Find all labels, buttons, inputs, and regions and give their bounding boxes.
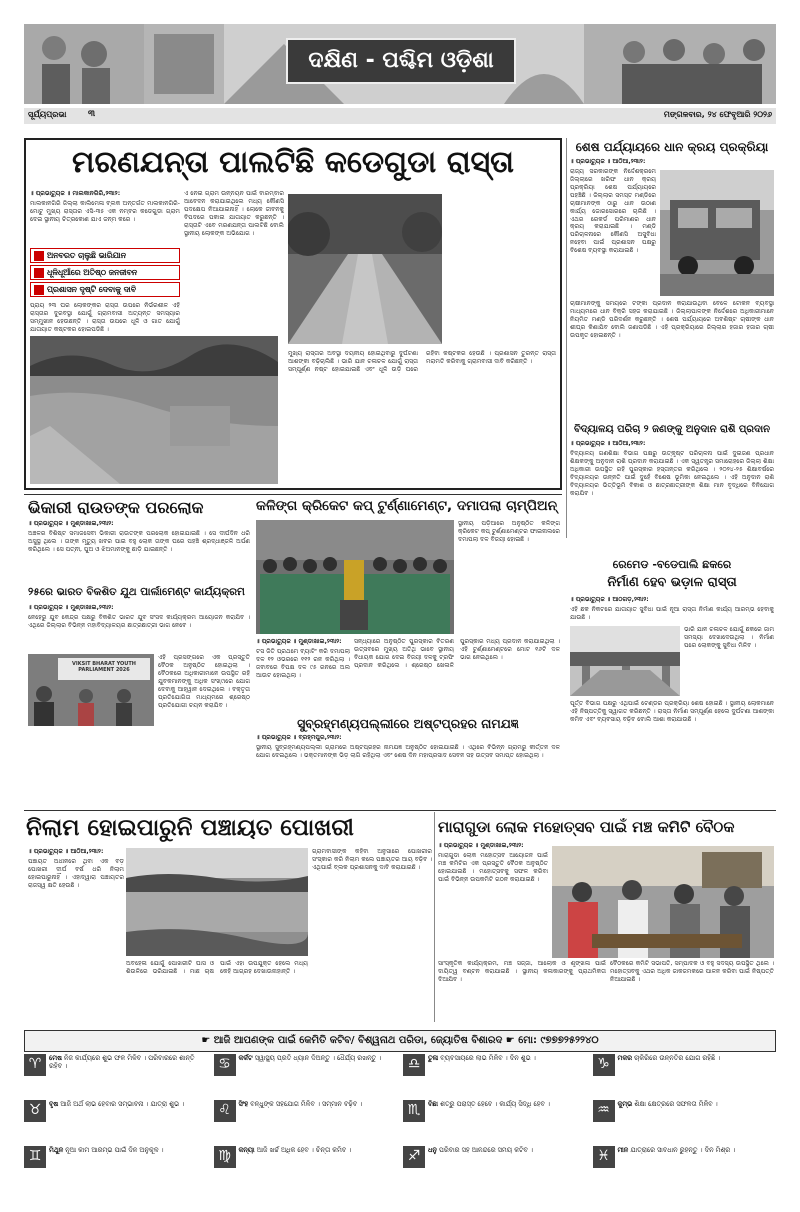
cricket-body-3: ସନ୍ଧ୍ୟାରେ ଅନୁଷ୍ଠିତ ପୁରସ୍କାର ବିତରଣ ଉତ୍ସବରେ ମୁଖ୍ୟ ଅତିଥି ଭାବେ ସ୍ଥାନୀୟ ବିଧାୟକ ଯୋଗ ଦେଇ ବିଜୟୀ ଦଳକୁ ଟ୍ରଫି ପ୍ରଦାନ କରିଥିଲେ । ଶ୍ରେଷ୍ଠ ଖେଳାଳି ପୁରସ୍କାର ମଧ୍ୟ ପ୍ରଦାନ କରାଯାଇଥିଲା । ଏହି ଟୁର୍ଣ୍ଣାମେଣ୍ଟରେ ମୋଟ ୧୬ଟି ଦଳ ଭାଗ ନେଇଥିଲେ । [354,638,560,669]
masthead-title: ଦକ୍ଷିଣ - ପଶ୍ଚିମ ଓଡ଼ିଶା [308,47,494,73]
brand-name: ସୂର୍ଯ୍ୟପ୍ରଭା [28,110,67,119]
zodiac-icon: ♍ [214,1146,236,1168]
demise-headline: ଭିକାରୀ ରାଉତଙ୍କ ପରଲୋକ [28,498,204,517]
sign-name: ଧନୁ [428,1146,437,1154]
zodiac-icon: ♒ [593,1100,615,1122]
ashtaprahara-body: ସ୍ଥାନୀୟ ସୁବ୍ରହ୍ମଣ୍ୟପଲ୍ଲୀ ଗ୍ରାମରେ ଅଷ୍ଟପ୍ରହର ନାମଯଜ୍ଞ ଅନୁଷ୍ଠିତ ହୋଇଯାଇଛି । ଏଥିରେ ବିଭିନ୍ନ ଗ୍ରାମରୁ କୀର୍ତ୍ତନ ଦଳ ଯୋଗ ଦେଇଥିଲେ । ଭକ୍ତମାନଙ୍କ ଭିଡ଼ ଲାଗି ରହିଥିଲା ଏବଂ ଶେଷ ଦିନ ମହାପ୍ରସାଦ ସେବନ ସହ ଉତ୍ସବ ସମାପ୍ତ ହୋଇଥିଲା । [256,744,560,759]
road-headline-2: ନିର୍ମାଣ ହେବ ଭଡ଼ାଳ ରାସ୍ତା [607,575,737,590]
horoscope-text [618,1054,721,1062]
divider [24,810,776,811]
paddy-body: ରାଜ୍ୟ ସରକାରଙ୍କ ନିର୍ଦ୍ଦେଶକ୍ରମେ ଜିଲ୍ଲାରେ ଖରିଫ ଧାନ କ୍ରୟ ପ୍ରକ୍ରିୟା ଶେଷ ପର୍ଯ୍ୟାୟରେ ପହଞ୍ଚିଛି । ଜିଲ୍ଲାର ସମସ୍ତ ମଣ୍ଡିରେ ଚାଷୀମାନଙ୍କ ଠାରୁ ଧାନ ଉଠାଣ କାର୍ଯ୍ୟ ଜୋରସୋରରେ ଚାଲିଛି । ଏଥର ରେକର୍ଡ ପରିମାଣର ଧାନ କ୍ରୟ କରାଯାଇଛି । ମଣ୍ଡି ପରିଚାଳନାରେ କୌଣସି ଅସୁବିଧା ନହେବା ପାଇଁ ପ୍ରଶାସନ ପକ୍ଷରୁ ବିଶେଷ ବ୍ୟବସ୍ଥା କରାଯାଇଛି । [570,168,656,255]
youth-body-2: ଏହି ପ୍ରସଙ୍ଗରେ ଏକ ପ୍ରସ୍ତୁତି ବୈଠକ ଅନୁଷ୍ଠିତ ହୋଇଥିଲା । ବୈଠକରେ ଅଧିକାରୀମାନେ ଉପସ୍ଥିତ ରହି ଯୁବକମାନଙ୍କୁ ଅଧିକ ସଂଖ୍୯ାରେ ଯୋଗ ଦେବାକୁ ଆହ୍ୱାନ ଦେଇଥିଲେ । ବକ୍ତୃତା ପ୍ରତିଯୋଗିତା ମାଧ୍ୟମରେ ଶ୍ରେଷ୍ଠ ପ୍ରତିଯୋଗୀ ଚୟନ କରାଯିବ । [158,654,250,709]
sign-prediction: ଯାତ୍ରାରେ ସାବଧାନ ରୁହନ୍ତୁ । ଦିନ ମିଶ୍ର । [630,1146,736,1154]
zodiac-icon: ♏ [403,1100,425,1122]
youth-headline: ୨୫ରେ ଭାରତ ବିକଶିତ ଯୁଥ ପାର୍ଲାମେଣ୍ଟ କାର୍ଯ୍ୟକ୍ରମ [28,586,245,598]
lead-bullet [30,248,180,263]
horoscope-item [403,1100,587,1144]
sign-name: କୁମ୍ଭ [617,1100,633,1108]
sign-prediction: ବ୍ୟବସାୟରେ ଲାଭ ମିଳିବ । ଦିନ ଶୁଭ । [440,1054,536,1062]
bullet-marker [34,251,44,261]
pond-dateline: ॥ ପ୍ରଭାତ୍ୟୁଜ ॥ ଆଠିଆ,୨୩ା୨: [28,848,104,855]
sign-prediction: ଆଜି ଅର୍ଥ ଲାଭ ହେବାର ସମ୍ଭାବନା । ଯାତ୍ରା ଶୁଭ । [60,1100,185,1108]
horoscope-item [403,1146,587,1190]
horoscope-grid [24,1054,776,1190]
paddy-dateline: ॥ ପ୍ରଭାତ୍ୟୁଜ ॥ ଆଠିଆ,୨୩ା୨: [570,158,646,165]
lead-photo-road [288,194,442,344]
horoscope-banner: ☛ ଆଜି ଆପଣଙ୍କ ପାଇଁ କେମିତି କଟିବ/ ବିଶ୍ୱନାଥ ପରିଡା, ଜ୍ୟୋତିଷ ବିଶାରଦ ☛ ମୋ: ୯୭୭୭୨୫୨୨୪୦ [24,1030,776,1052]
sign-name: ମୀନ [617,1146,629,1154]
youth-banner: VIKSIT BHARAT YOUTH PARLIAMENT 2026 [58,658,150,680]
pond-headline: ନିଲାମ ହୋଇପାରୁନି ପଞ୍ଚାୟତ ପୋଖରୀ [26,815,354,841]
cricket-dateline: ॥ ପ୍ରଭାତ୍ୟୁଜ ॥ ମୁଣ୍ଡାଖାଇ,୨୩ା୨: [256,638,342,645]
demise-dateline: ॥ ପ୍ରଭାତ୍ୟୁଜ ॥ ମୁଣ୍ଡାଖାଇ,୨୩ା୨: [28,520,114,527]
horoscope-text [239,1054,382,1062]
zodiac-icon: ♉ [24,1100,46,1122]
sign-prediction: ନିଜ କାର୍ଯ୍ୟରେ ଶୁଭ ଫଳ ମିଳିବ । ପରିବାରରେ ଶାନ୍ତି ରହିବ । [49,1054,195,1071]
sign-prediction: ଶତ୍ରୁ ପରାସ୍ତ ହେବେ । କାର୍ଯ୍ୟ ସିଦ୍ଧି ହେବ । [440,1100,550,1108]
issue-date: ମଙ୍ଗଳବାର, ୨୪ ଫେବୃଆରି ୨୦୨୬ [663,110,772,119]
lead-body-1: ମାଲକାନଗିରି ଜିଲ୍ଲା କାଲିମେଳା ବ୍ଲକ ଅନ୍ତର୍ଗତ ମାଲକାନଗିରି-ମୋଟୁ ମୁଖ୍ୟ ରାସ୍ତାର ଏସି-୩୫ ଏକ ନମ୍ବର କଡେଗୁଡା ଗ୍ରାମ ଦେଇ ସ୍ଥାନୀୟ ଚିତ୍ରକୋଣ ଯାଏ ଜନ୍ମ କରେ । [30,200,180,223]
zodiac-icon: ♎ [403,1054,425,1076]
festival-photo [552,846,774,958]
road-dateline: ॥ ପ୍ରଭାତ୍ୟୁଜ ॥ ଆଠଗଡ଼,୨୩ା୨: [570,596,649,603]
festival-headline: ମାରାଗୁଡା ଲୋକ ମହୋତ୍ସବ ପାଇଁ ମଞ୍ଚ କମିଟି ବୈଠକ [438,818,735,836]
lead-bullets [30,248,180,297]
lead-bullet-text: ଅନବରତ ଚାଲୁଛି ଭାରିଯାନ [47,250,126,260]
festival-body-1: ମାରାଗୁଡା ଲୋକ ମହୋତ୍ସବ ଆୟୋଜନ ପାଇଁ ମଞ୍ଚ କମିଟିର ଏକ ପ୍ରସ୍ତୁତି ବୈଠକ ଅନୁଷ୍ଠିତ ହୋଇଯାଇଛି । ମହୋତ୍ସବକୁ ସଫଳ କରିବା ପାଇଁ ବିଭିନ୍ନ ଉପକମିଟି ଗଠନ କରାଯାଇଛି । [438,852,548,883]
road-photo-bridge [570,626,680,696]
bullet-marker [34,285,44,295]
road-body-2: ଭାରି ଯାନ ଚଳାଚଳ ଯୋଗୁଁ ଛକରେ ଜାମ ସମସ୍ୟା ଦେଖାଦେଉଥିଲା । ନିର୍ମାଣ ପରେ ଲୋକଙ୍କୁ ସୁବିଧା ମିଳିବ । [684,626,774,649]
horoscope-item [593,1146,777,1190]
sign-name: ସିଂହ [238,1100,249,1108]
horoscope-text [618,1100,718,1108]
horoscope-item [214,1054,398,1098]
horoscope-item [24,1054,208,1098]
sign-prediction: ସ୍ୱାସ୍ଥ୍ୟ ପ୍ରତି ଧ୍ୟାନ ଦିଅନ୍ତୁ । ଧୈର୍ଯ୍ୟ ରଖନ୍ତୁ । [254,1054,382,1062]
sign-prediction: ପରିବାର ସହ ଆନନ୍ଦରେ ସମୟ କଟିବ । [438,1146,533,1154]
lead-bullet [30,265,180,280]
cricket-body-1: ସ୍ଥାନୀୟ ପଡ଼ିଆରେ ଅନୁଷ୍ଠିତ କଳିଙ୍ଗ କ୍ରିକେଟ କପ୍ ଟୁର୍ଣ୍ଣାମେଣ୍ଟର ଫାଇନାଲରେ ଦମାପଲା ଦଳ ବିଜୟୀ ହୋଇଛି । [458,520,560,543]
zodiac-icon: ♑ [593,1054,615,1076]
paddy-body-2: ଚାଷୀମାନଙ୍କୁ ସମୟରେ ଟଙ୍କା ପ୍ରଦାନ କରାଯାଉଥିବା ବେଳେ ଟୋକନ ବ୍ୟବସ୍ଥା ମାଧ୍ୟମରେ ଧାନ ବିକ୍ରି ସହଜ କରାଯାଇଛି । ଜିଲ୍ଲାପାଳଙ୍କ ନିର୍ଦ୍ଦେଶରେ ଅଧିକାରୀମାନେ ନିୟମିତ ମଣ୍ଡି ପରିଦର୍ଶନ କରୁଛନ୍ତି । ଶେଷ ପର୍ଯ୍ୟାୟରେ ଅବଶିଷ୍ଟ ଚାଷୀଙ୍କ ଧାନ ଶୀଘ୍ର କିଣାଯିବ ବୋଲି ଜଣାପଡିଛି । ଏହି ପ୍ରକ୍ରିୟାରେ ଜିଲ୍ଲାର ହଜାର ହଜାର ଚାଷୀ ଉପକୃତ ହୋଇଛନ୍ତି । [570,300,774,339]
lead-headline: ମରଣଯନ୍ତା ପାଲଟିଛି କଡେଗୁଡା ରାସ୍ତା [72,145,514,180]
sign-name: ମେଷ [49,1054,62,1062]
cricket-photo [256,520,454,634]
lead-body-3: ଏ ନେଇ ଗ୍ରାମ ଉନ୍ନୟନ ପାଇଁ ବାରମ୍ବାର ଆବେଦନ କରାଯାଇଥିଲେ ମଧ୍ୟ କୌଣସି ପଦକ୍ଷେପ ନିଆଯାଇନାହିଁ । ଲୋକେ ଜୀବନକୁ ବିପଦରେ ପକାଇ ଯାତାୟାତ କରୁଛନ୍ତି । ରାସ୍ତାଟି ଏବେ ମରଣଯନ୍ତା ପାଲଟିଛି ବୋଲି ସ୍ଥାନୀୟ ଲୋକଙ୍କ ଅଭିଯୋଗ । [184,190,284,237]
divider [24,494,562,495]
lead-bullet-text: ଧୂଳିଧୂଆଁରେ ଅତିଷ୍ଠ ଜନଜୀବନ [47,267,138,277]
horoscope-text [239,1100,363,1108]
horoscope-item [24,1146,208,1190]
zodiac-icon: ♊ [24,1146,46,1168]
horoscope-text [49,1054,208,1071]
bullet-marker [34,268,44,278]
ashtaprahara-dateline: ॥ ପ୍ରଭାତ୍ୟୁଜ ॥ ବ୍ରହ୍ମପୁର,୨୩ା୨: [256,734,342,741]
paddy-photo-truck [660,170,774,296]
road-body-1: ଏହି ଛକ ନିକଟରେ ଯାତାୟାତ ସୁବିଧା ପାଇଁ ନୂଆ ରାସ୍ତା ନିର୍ମାଣ କାର୍ଯ୍ୟ ଆରମ୍ଭ ହେବାକୁ ଯାଉଛି । [570,606,774,621]
pond-body-2: ଅବହେଳା ଯୋଗୁଁ ପୋଖରୀଟି ଘାସ ଓ ଶିଉଳିରେ ଭରିଯାଇଛି । ମାଛ ଚାଷ ପାଇଁ ଏହା ଉପଯୁକ୍ତ ହେଲେ ମଧ୍ୟ କେହି ଆଗ୍ରହ ଦେଖାଉନାହାନ୍ତି । [126,960,308,975]
lead-bullet-text: ପ୍ରଶାସନ ଦୃଷ୍ଟି ଦେବାକୁ ଦାବି [47,284,137,294]
horoscope-item [214,1100,398,1144]
lead-body-4: ମୁଖ୍ୟ ରାସ୍ତାର ଅବସ୍ଥା ଦୟନୀୟ ହୋଇଥିବାରୁ ଦୁର୍ଘଟଣା ଆଶଙ୍କା ବଢ଼ିଚାଲିଛି । ଭାରି ଯାନ ଚଳାଚଳ ଯୋଗୁଁ ରାସ୍ତା ସମ୍ପୂର୍ଣ୍ଣ ନଷ୍ଟ ହୋଇଯାଇଛି ଏବଂ ଧୂଳି ଉଡ଼ି ଘରେ ରହିବା କଷ୍ଟକର ହେଉଛି । ପ୍ରଶାସନ ତୁରନ୍ତ ରାସ୍ତା ମରାମତି କରିବାକୁ ଗ୍ରାମବାସୀ ଦାବି କରିଛନ୍ତି । [288,350,556,373]
horoscope-item [593,1054,777,1098]
road-headline-1: ରେମେଡ -ବଡେପାଲି ଛକରେ [612,558,732,571]
sign-prediction: ଶିକ୍ଷା କ୍ଷେତ୍ରରେ ସଫଳତା ମିଳିବ । [634,1100,718,1108]
award-body: ବିଦ୍ୟାଳୟ ଗଣଶିକ୍ଷା ବିଭାଗ ପକ୍ଷରୁ ଉତ୍କୃଷ୍ଟ ପରିଚାଳନା ପାଇଁ ଦୁଇଜଣ ପ୍ରଧାନ ଶିକ୍ଷକଙ୍କୁ ଅନୁଦାନ ରାଶି ପ୍ରଦାନ କରାଯାଇଛି । ଏକ ସ୍ୱତନ୍ତ୍ର ସମାରୋହରେ ଜିଲ୍ଲା ଶିକ୍ଷା ଅଧିକାରୀ ଉପସ୍ଥିତ ରହି ପୁରସ୍କାର ହସ୍ତାନ୍ତର କରିଥିଲେ । ୨୦୨୪-୨୫ ଶିକ୍ଷାବର୍ଷରେ ବିଦ୍ୟାଳୟର ଉନ୍ନତି ପାଇଁ ଦୁହେଁ ବିଶେଷ ଭୂମିକା ନେଇଥିଲେ । ଏହି ଅନୁଦାନ ରାଶି ବିଦ୍ୟାଳୟର ଭିତ୍ତିଭୂମି ବିକାଶ ଓ ଛାତ୍ରଛାତ୍ରୀଙ୍କ ଶିକ୍ଷା ମାନ ବୃଦ୍ଧିରେ ବିନିଯୋଗ କରାଯିବ । [570,450,774,497]
demise-body: ଅଞ୍ଚଳର ବିଶିଷ୍ଟ ସମାଜସେବୀ ଭିକାରୀ ରାଉତଙ୍କ ପରଲୋକ ହୋଇଯାଇଛି । ସେ ଦୀର୍ଘଦିନ ଧରି ଅସୁସ୍ଥ ଥିଲେ । ତାଙ୍କ ମୃତ୍ୟୁ ଖବର ପାଇ ବହୁ ଲୋକ ତାଙ୍କ ଘରେ ପହଞ୍ଚି ଶ୍ରଦ୍ଧାଞ୍ଜଳି ଅର୍ପଣ କରିଥିଲେ । ସେ ପତ୍ନୀ, ପୁଅ ଓ ଝିଅମାନଙ୍କୁ ଛାଡ଼ି ଯାଇଛନ୍ତି । [28,530,250,553]
page-number: ୩ [88,109,96,119]
lead-bullet [30,282,180,297]
pond-body-3: ଗ୍ରାମବାସୀଙ୍କ କହିବା ଅନୁସାରେ ପୋଖରୀର ସଂସ୍କାର କରି ନିଲାମ କଲେ ପଞ୍ଚାୟତର ଆୟ ବଢ଼ିବ । ଏଥିପାଇଁ ବ୍ଲକ ପ୍ରଶାସନକୁ ଦାବି କରାଯାଇଛି । [312,848,432,871]
zodiac-icon: ♓ [593,1146,615,1168]
sign-prediction: ବନ୍ଧୁଙ୍କ ସହଯୋଗ ମିଳିବ । ସମ୍ମାନ ବଢ଼ିବ । [250,1100,363,1108]
road-body-3: ପୂର୍ତ୍ତ ବିଭାଗ ପକ୍ଷରୁ ଏଥିପାଇଁ ଟେଣ୍ଡର ପ୍ରକ୍ରିୟା ଶେଷ ହୋଇଛି । ସ୍ଥାନୀୟ ଲୋକମାନେ ଏହି ନିଷ୍ପତ୍ତିକୁ ସ୍ୱାଗତ କରିଛନ୍ତି । ରାସ୍ତା ନିର୍ମାଣ ସମ୍ପୂର୍ଣ୍ଣ ହେଲେ ଦୁର୍ଘଟଣା ଆଶଙ୍କା କମିବ ଏବଂ ବ୍ୟବସାୟ ବଢ଼ିବ ବୋଲି ଆଶା କରାଯାଉଛି । [570,700,774,723]
award-dateline: ॥ ପ୍ରଭାତ୍ୟୁଜ ॥ ଆଠିଆ,୨୩ା୨: [570,440,646,447]
horoscope-item [593,1100,777,1144]
pond-photo [126,848,308,956]
cricket-body-2: ଟସ ଜିତି ପ୍ରଥମେ ବ୍ୟାଟିଂ କରି ଦମାପଲା ଦଳ ୧୨ ଓଭରରେ ୧୧୨ ରନ କରିଥିଲା । ଜବାବରେ ବିପକ୍ଷ ଦଳ ୯୫ ରନରେ ଅଲ ଆଉଟ ହୋଇଥିଲା । [256,648,350,679]
pond-body-1: ପଞ୍ଚାୟତ ଅଧୀନରେ ଥିବା ଏକ ବଡ଼ ପୋଖରୀ ଦୀର୍ଘ ବର୍ଷ ଧରି ନିଲାମ ହୋଇପାରୁନାହିଁ । ଏହାଦ୍ୱାରା ପଞ୍ଚାୟତର ରାଜସ୍ୱ କ୍ଷତି ହେଉଛି । [28,858,124,889]
sign-name: କର୍କଟ [238,1054,253,1062]
sign-name: କନ୍ୟା [238,1146,255,1154]
lead-photo-field [30,336,278,484]
lead-dateline: ॥ ପ୍ରଭାତ୍ୟୁଜ ॥ ମାଲକାନଗିରି,୨୩ା୨: [30,190,121,197]
sign-prediction: ଚାକିରିରେ ଉନ୍ନତିର ଯୋଗ ରହିଛି । [634,1054,721,1062]
lead-body-2: ପ୍ରାୟ ୨୩ ଘର ଲୋକଙ୍କର ରାସ୍ତା ଉପରେ ନିର୍ଭରଶୀଳ ଏହି ରାସ୍ତାର ଦୁରବସ୍ଥା ଯୋଗୁଁ ଗ୍ରାମବାସୀ ଅତ୍ୟନ୍ତ ସମସ୍ୟାର ସମ୍ମୁଖୀନ ହେଉଛନ୍ତି । ରାସ୍ତା ଉପରେ ଧୂଳି ଓ ଗାତ ଯୋଗୁଁ ଯାତାୟାତ କଷ୍ଟକର ହୋଇପଡିଛି । [30,302,180,333]
masthead-title-panel [286,38,516,84]
zodiac-icon: ♈ [24,1054,46,1076]
horoscope-item [24,1100,208,1144]
sign-prediction: ନୂଆ କାମ ଆରମ୍ଭ ପାଇଁ ଦିନ ଅନୁକୂଳ । [65,1146,164,1154]
festival-dateline: ॥ ପ୍ରଭାତ୍ୟୁଜ ॥ ମୁଣ୍ଡାଖାଇ,୨୩ା୨: [438,842,524,849]
festival-body-2: ସାଂସ୍କୃତିକ କାର୍ଯ୍ୟକ୍ରମ, ମଞ୍ଚ ସଜ୍ଜା, ଆଲୋକ ଓ ଶୃଙ୍ଖଳା ପାଇଁ ଦାୟିତ୍ୱ ବଣ୍ଟନ କରାଯାଇଛି । ସ୍ଥାନୀୟ କଳାକାରଙ୍କୁ ପ୍ରାଥମିକତା ଦିଆଯିବ । [438,960,606,983]
horoscope-text [239,1146,352,1154]
horoscope-text [428,1146,533,1154]
sign-name: ବୃଷ [49,1100,59,1108]
horoscope-text [49,1146,164,1154]
sign-name: ତୁଳା [428,1054,439,1062]
horoscope-item [214,1146,398,1190]
award-headline: ବିଦ୍ୟାଳୟ ପରିଚା ୨ ଜଣଙ୍କୁ ଅନୁଦାନ ରାଶି ପ୍ରଦାନ [573,424,771,435]
horoscope-text [49,1100,184,1108]
youth-photo [28,654,154,726]
zodiac-icon: ♌ [214,1100,236,1122]
horoscope-item [403,1054,587,1098]
festival-body-3: ବୈଠକରେ କମିଟି ସଭାପତି, ସମ୍ପାଦକ ଓ ବହୁ ସଦସ୍ୟ ଉପସ୍ଥିତ ଥିଲେ । ମହୋତ୍ସବକୁ ଏଥର ଅଧିକ ଜାକଜମକରେ ପାଳନ କରିବା ପାଇଁ ନିଷ୍ପତ୍ତି ନିଆଯାଇଛି । [610,960,774,983]
youth-people [28,654,154,726]
zodiac-icon: ♐ [403,1146,425,1168]
horoscope-text [618,1146,736,1154]
horoscope-text [428,1054,536,1062]
youth-dateline: ॥ ପ୍ରଭାତ୍ୟୁଜ ॥ ମୁଣ୍ଡାଖାଇ,୨୩ା୨: [28,604,114,611]
youth-body-1: ନେହେରୁ ଯୁବ କେନ୍ଦ୍ର ପକ୍ଷରୁ ବିକଶିତ ଭାରତ ଯୁବ ସଂସଦ କାର୍ଯ୍ୟକ୍ରମ ଆୟୋଜନ କରାଯିବ । ଏଥିରେ ଜିଲ୍ଲାର ବିଭିନ୍ନ ମହାବିଦ୍ୟାଳୟର ଛାତ୍ରଛାତ୍ରୀ ଭାଗ ନେବେ । [28,614,250,629]
sign-name: ବିଛା [428,1100,439,1108]
masthead [24,24,776,104]
zodiac-icon: ♋ [214,1054,236,1076]
paddy-headline: ଶେଷ ପର୍ଯ୍ୟାୟରେ ଧାନ କ୍ରୟ ପ୍ରକ୍ରିୟା [575,140,769,154]
cricket-headline: କଳିଙ୍ଗ କ୍ରିକେଟ କପ୍ ଟୁର୍ଣ୍ଣାମେଣ୍ଟ, ଦମାପଲା ଚାମ୍ପିଅନ୍ [256,498,558,514]
sign-name: ମିଥୁନ [49,1146,64,1154]
sign-name: ମକର [617,1054,633,1062]
horoscope-text [428,1100,550,1108]
ashtaprahara-headline: ସୁବ୍ରହ୍ମଣ୍ୟପଲ୍ଲୀରେ ଅଷ୍ଟପ୍ରହର ନାମଯଜ୍ଞ [297,716,519,731]
sign-prediction: ଆଜି ଖର୍ଚ୍ଚ ଅଧିକ ହେବ । ଚିନ୍ତା କମିବ । [256,1146,352,1154]
